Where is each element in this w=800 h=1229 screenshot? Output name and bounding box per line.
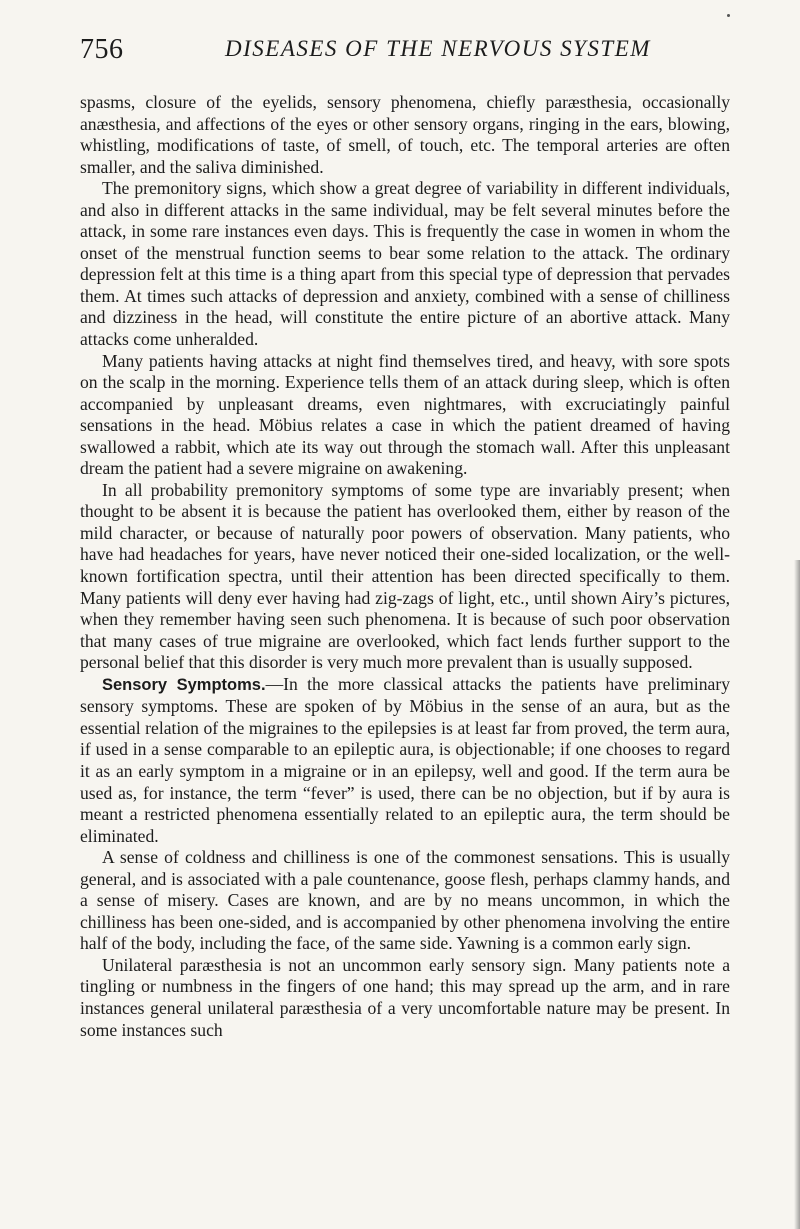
page-number: 756 (80, 34, 124, 65)
paragraph: spasms, closure of the eyelids, sensory phenomena, chiefly paræsthesia, occasionally anæsthesia, and affections of the eyes or other sensory organs, ringing in the ears, blowing, whistling, modifications of taste, of smell, of touch, etc. The temporal arteries are often smaller, and the saliva diminished. (80, 92, 730, 177)
running-title: DISEASES OF THE NERVOUS SYSTEM (225, 36, 651, 61)
paragraph: Many patients having attacks at night find themselves tired, and heavy, with sore spots on the scalp in the morning. Experience tells them of an attack during sleep, which is often accompanied by unpleasant dreams, even nightmares, with excruciatingly painful sensations in the head. Möbius relates a case in which the patient dreamed of having swallowed a rabbit, which ate its way out through the stomach wall. After this unpleasant dream the patient had a severe migraine on awakening. (80, 350, 730, 479)
print-speck (727, 14, 730, 17)
page-header (80, 34, 730, 74)
page-edge-shadow (794, 560, 800, 1229)
paragraph: A sense of coldness and chilliness is one of the commonest sensations. This is usually general, and is associated with a pale countenance, goose flesh, perhaps clammy hands, and a sense of misery. Cases are known, and are by no means uncommon, in which the chilliness has been one-sided, and is accompanied by other phenomena involving the entire half of the body, including the face, of the same side. Yawning is a common early sign. (80, 847, 730, 954)
paragraph: In all probability premonitory symptoms of some type are invariably present; when thought to be absent it is because the patient has overlooked them, either by reason of the mild character, or because of naturally poor powers of observation. Many patients, who have had headaches for years, have never noticed their one-sided localization, or the well-known fortification spectra, until their attention has been directed specifically to them. Many patients will deny ever having had zig-zags of light, etc., until shown Airy’s pictures, when they remember having seen such phenomena. It is because of such poor observation that many cases of true migraine are overlooked, which fact lends further support to the personal belief that this disorder is very much more prevalent than is usually supposed. (80, 479, 730, 673)
paragraph: The premonitory signs, which show a great degree of variability in different individuals, and also in different attacks in the same individual, may be felt several minutes before the attack, in some rare instances even days. This is frequently the case in women in whom the onset of the menstrual function seems to bear some relation to the attack. The ordinary depression felt at this time is a thing apart from this special type of depression that pervades them. At times such attacks of depression and anxiety, combined with a sense of chilliness and dizziness in the head, will constitute the entire picture of an abortive attack. Many attacks come unheralded. (80, 178, 730, 350)
body-text (80, 92, 730, 1041)
paragraph-text: —In the more classical attacks the patients have preliminary sensory symptoms. These are spoken of by Möbius in the sense of an aura, but as the essential relation of the migraines to the epilepsies is at least far from proved, the term aura, if used in a sense comparable to an epileptic aura, is objectionable; if one chooses to regard it as an early symptom in a migraine or in an epilepsy, well and good. If the term aura be used as, for instance, the term “fever” is used, there can be no objection, but if by aura is meant a restricted phenomena essentially related to an epileptic aura, the term should be eliminated. (80, 673, 730, 846)
paragraph-sensory-symptoms (80, 674, 730, 847)
paragraph: Unilateral paræsthesia is not an uncommon early sensory sign. Many patients note a tingling or numbness in the fingers of one hand; this may spread up the arm, and in rare instances general unilateral paræsthesia of a very uncomfortable nature may be present. In some instances such (80, 954, 730, 1040)
section-heading: Sensory Symptoms. (102, 675, 266, 694)
